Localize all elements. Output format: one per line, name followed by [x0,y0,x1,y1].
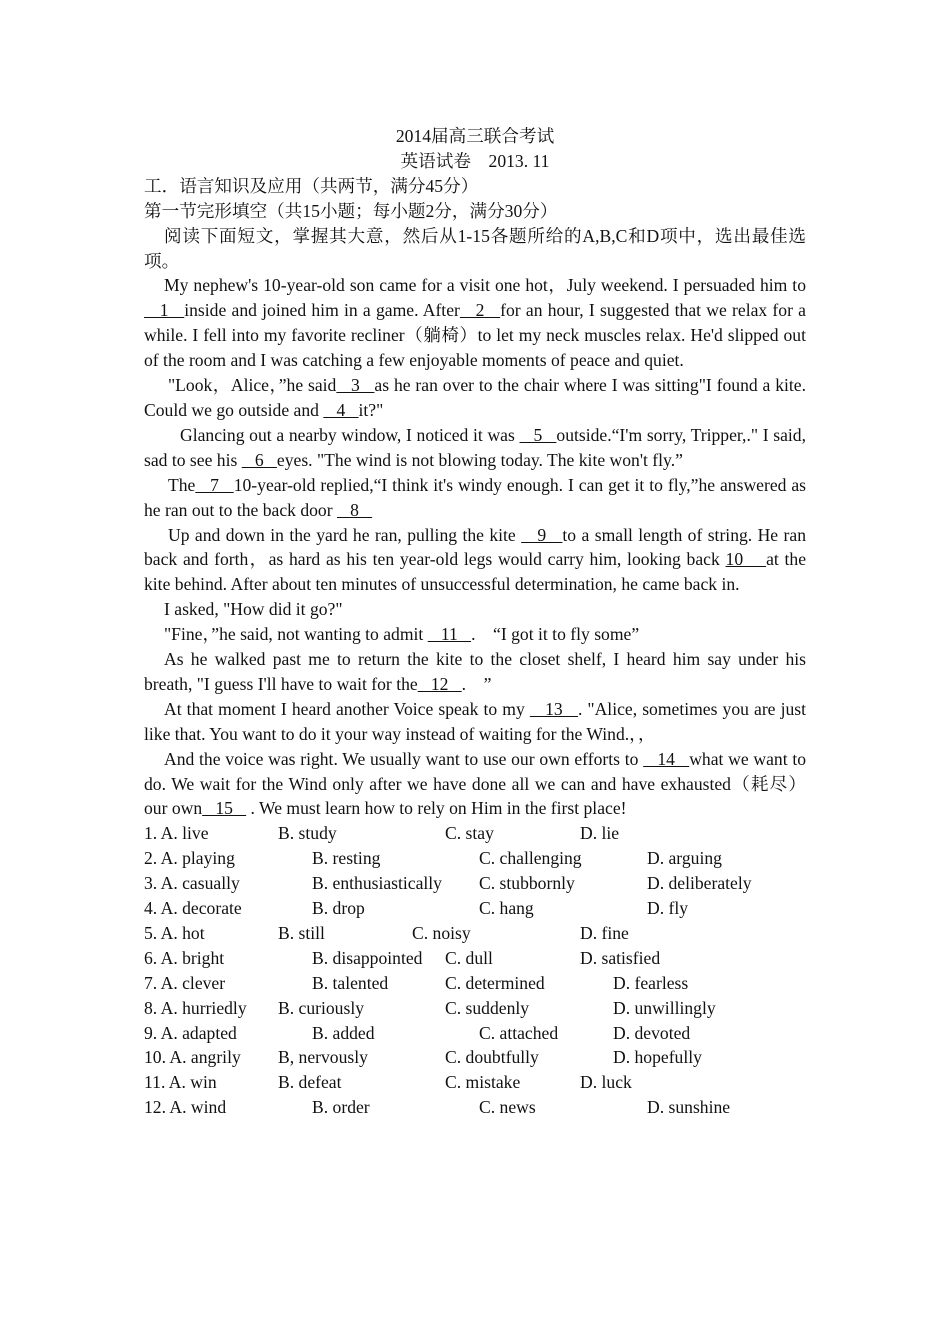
blank-4: 4 [323,399,359,420]
blank-15: 15 [202,798,247,819]
passage-paragraph-5: Up and down in the yard he ran, pulling the kite 9 to a small length of string. He ran back and forth，as hard as his ten year-old legs would carry him, looking back 10 at the kite behind. After about ten minutes of unsuccessful determination, he came back in. [144,524,807,595]
passage-paragraph-2: "Look，Alice，”he said 3 as he ran over to the chair where I was sitting"I found a kite. Could we go outside and 4 it?" [144,375,807,420]
options-list [144,821,806,1120]
option-row: 7. A. clever B. talented C. determined D. fearless [144,972,689,993]
blank-10: 10 [725,549,767,570]
passage-paragraph-1: My nephew's 10-year-old son came for a visit one hot，July weekend. I persuaded him to 1 inside and joined him in a game. After 2 for an hour, I suggested that we relax for a while. I fell into my favorite recliner（躺椅）to let my neck muscles relax. He'd slipped out of the room and I was catching a few enjoyable moments of peace and quiet. [144,275,806,371]
passage-paragraph-7: "Fine，”he said, not wanting to admit 11 . “I got it to fly some” [164,624,640,645]
option-row: 4. A. decorate B. drop C. hang D. fly [144,898,689,919]
blank-8: 8 [336,499,373,520]
blank-3: 3 [336,375,375,396]
blank-13: 13 [529,698,578,719]
blank-11: 11 [427,624,472,645]
option-row: 10. A. angrily B, nervously C. doubtfully D. hopefully [144,1047,702,1068]
option-row: 2. A. playing B. resting C. challenging D. arguing [144,848,722,869]
option-row: 12. A. wind B. order C. news D. sunshine [144,1097,731,1118]
option-row: 9. A. adapted B. added C. attached D. devoted [144,1022,691,1043]
blank-6: 6 [241,449,277,470]
section-heading: 工．语言知识及应用（共两节，满分45分） [144,175,479,196]
passage-paragraph-10: And the voice was right. We usually want to use our own efforts to 14 what we want to do. We wait for the Wind only after we have done all we can and have exhausted（耗尽）our own 15 . We must learn how to rely on Him in the first place! [144,748,807,819]
subsection-heading: 第一节完形填空（共15小题；每小题2分，满分30分） [144,200,558,221]
option-row: 5. A. hot B. still C. noisy D. fine [144,922,629,943]
option-row: 6. A. bright B. disappointed C. dull D. satisfied [144,947,661,968]
exam-page [144,124,806,1120]
blank-14: 14 [643,748,690,769]
exam-subtitle: 英语试卷 2013. 11 [400,150,550,171]
blank-2: 2 [459,300,501,321]
blank-1: 1 [144,300,185,321]
passage-paragraph-3: Glancing out a nearby window, I noticed it was 5 outside.“I'm sorry, Tripper,." I said, sad to see his 6 eyes. "The wind is not blowing today. The kite won't fly.” [144,424,806,470]
passage-paragraph-4: The 7 10-year-old replied,“I think it's windy enough. I can get it to fly,”he answered as he ran out to the back door 8 [144,474,806,520]
passage-paragraph-8: As he walked past me to return the kite to the closet shelf, I heard him say under his breath, "I guess I'll have to wait for the 12 . ” [144,649,806,694]
instructions: 阅读下面短文，掌握其大意，然后从1-15各题所给的A,B,C和D项中，选出最佳选项。 [144,225,806,271]
option-row: 11. A. win B. defeat C. mistake D. luck [144,1072,632,1093]
option-row: 8. A. hurriedly B. curiously C. suddenly D. unwillingly [144,997,716,1018]
option-row: 3. A. casually B. enthusiastically C. stubbornly D. deliberately [144,873,752,894]
blank-5: 5 [519,424,557,445]
blank-12: 12 [417,673,462,694]
option-row: 1. A. live B. study C. stay D. lie [144,823,620,844]
blank-7: 7 [195,474,234,495]
blank-9: 9 [521,524,563,545]
passage-paragraph-6: I asked, "How did it go?" [164,599,343,620]
exam-title: 2014届高三联合考试 [395,126,555,146]
passage-paragraph-9: At that moment I heard another Voice speak to my 13 . "Alice, sometimes you are just like that. You want to do it your way instead of waiting for the Wind.，， [144,698,806,744]
